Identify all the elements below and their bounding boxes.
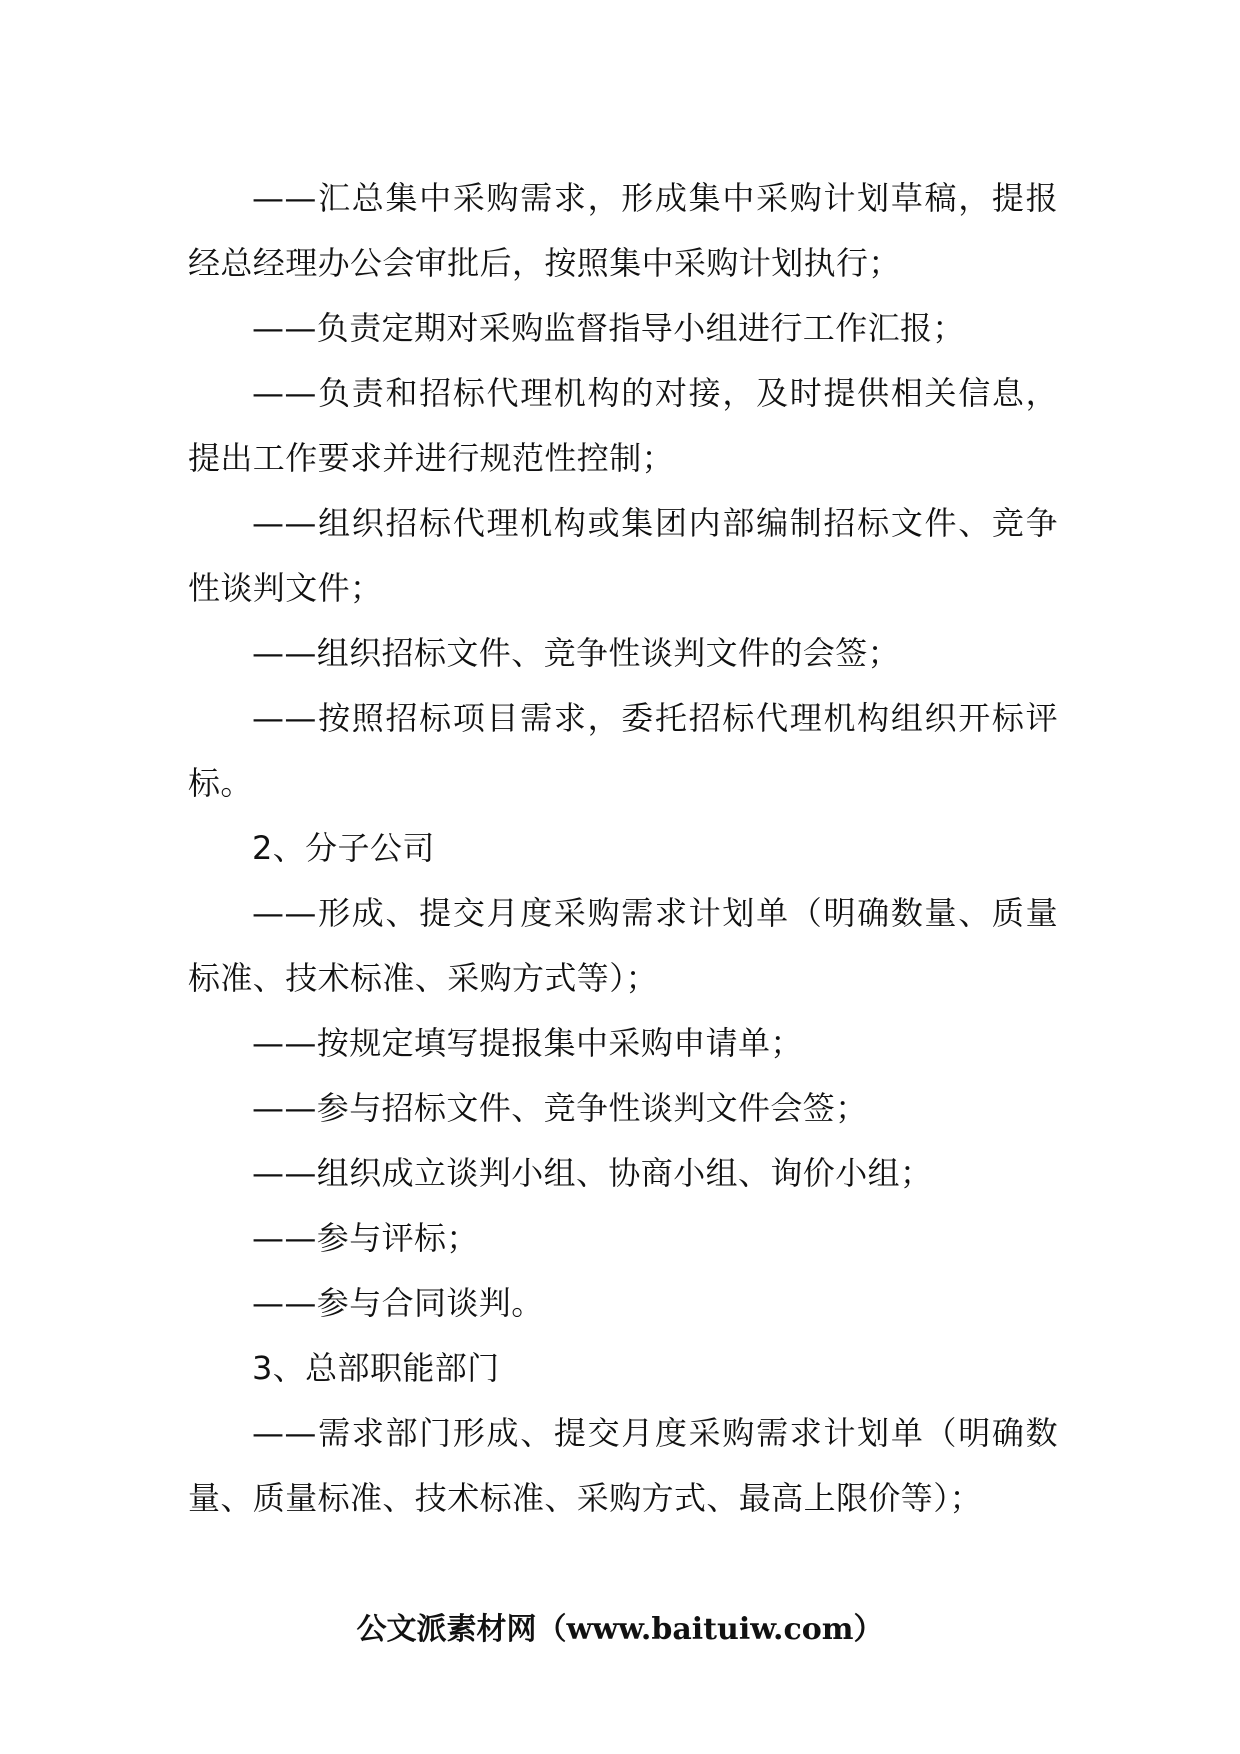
paragraph: ——负责和招标代理机构的对接，及时提供相关信息，提出工作要求并进行规范性控制； <box>188 374 1058 477</box>
paragraph: ——需求部门形成、提交月度采购需求计划单（明确数量、质量标准、技术标准、采购方式、最高上限价等）； <box>188 1414 1058 1517</box>
paragraph: ——负责定期对采购监督指导小组进行工作汇报； <box>252 309 965 347</box>
paragraph: ——汇总集中采购需求，形成集中采购计划草稿，提报经总经理办公会审批后，按照集中采购计划执行； <box>188 179 1058 282</box>
paragraph: ——参与招标文件、竞争性谈判文件会签； <box>252 1089 868 1127</box>
paragraph: ——组织招标文件、竞争性谈判文件的会签； <box>252 634 901 672</box>
paragraph: ——形成、提交月度采购需求计划单（明确数量、质量标准、技术标准、采购方式等）； <box>188 894 1058 997</box>
footer-watermark: 公文派素材网（www.baituiw.com） <box>356 1612 884 1647</box>
paragraph: ——组织成立谈判小组、协商小组、询价小组； <box>252 1154 933 1192</box>
document-body <box>188 166 1058 1531</box>
paragraph: ——组织招标代理机构或集团内部编制招标文件、竞争性谈判文件； <box>188 504 1058 607</box>
paragraph: ——按照招标项目需求，委托招标代理机构组织开标评标。 <box>188 699 1058 802</box>
section-heading: 2、分子公司 <box>252 829 435 867</box>
paragraph: ——参与合同谈判。 <box>252 1284 544 1322</box>
section-heading: 3、总部职能部门 <box>252 1349 500 1387</box>
paragraph: ——参与评标； <box>252 1219 479 1257</box>
paragraph: ——按规定填写提报集中采购申请单； <box>252 1024 803 1062</box>
